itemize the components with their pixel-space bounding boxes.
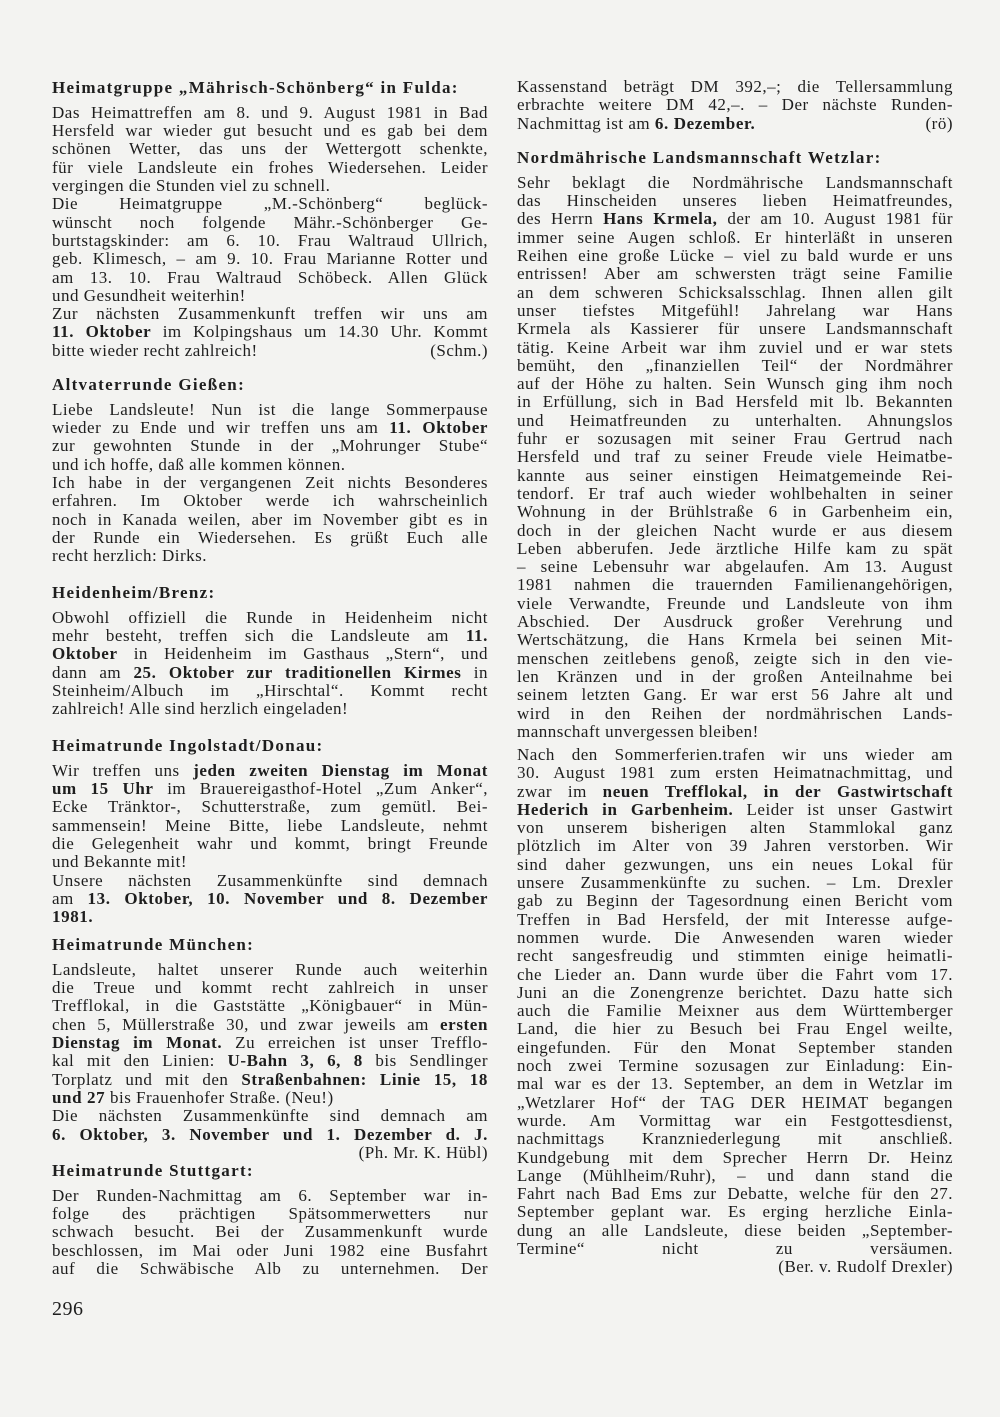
text-line: Der Runden-Nachmittag am 6. September war in- bbox=[52, 1185, 488, 1205]
text-line: Treffen in Bad Hersfeld, der mit Interesse aufge- bbox=[517, 909, 953, 929]
text-line: Land, die hier zu Besuch bei Frau Engel weilte, bbox=[517, 1019, 953, 1039]
text-line: beschlossen, im Mai oder Juni 1982 eine Busfahrt bbox=[52, 1240, 488, 1260]
bold-text: 11. Oktober bbox=[389, 418, 488, 438]
text-line bbox=[517, 1258, 953, 1276]
text-line: che Lieder an. Dann wurde über die Fahrt vom 17. bbox=[517, 964, 953, 984]
text-line: um 15 Uhr im Brauereigasthof-Hotel „Zum Anker“, bbox=[52, 779, 489, 799]
text-line: Krmela als Kassierer für unsere Landsmannschaft bbox=[517, 319, 953, 339]
paragraph bbox=[52, 104, 488, 195]
text-line: sind daher gezwungen, uns ein neues Lokal für bbox=[517, 854, 953, 874]
paragraph bbox=[517, 746, 953, 1277]
text-line: wurde. Am Vormittag war ein Festgottesdienst, bbox=[517, 1110, 953, 1130]
text-line: nachmittags Kranzniederlegung mit anschließ. bbox=[517, 1129, 953, 1149]
text-line: chen 5, Müllerstraße 30, und zwar jeweils am ersten bbox=[52, 1014, 488, 1034]
author-signature: (Ph. Mr. K. Hübl) bbox=[358, 1142, 488, 1162]
bold-text: ersten bbox=[440, 1014, 488, 1034]
text-line bbox=[52, 342, 488, 360]
text-line: Wohnung in der Brühlstraße 6 in Garbenheim ein, bbox=[517, 502, 953, 522]
text-line: auf der Höhe zu halten. Sein Wunsch ging ihm noch bbox=[517, 374, 953, 394]
text-line: Steinheim/Albuch im „Hirschtal“. Kommt recht bbox=[52, 681, 488, 701]
text-line: „Wetzlarer Hof“ der TAG DER HEIMAT begangen bbox=[517, 1092, 953, 1112]
text-line: eingefunden. Für den Monat September standen bbox=[517, 1037, 953, 1057]
text-line: Leben abberufen. Jede ärztliche Hilfe kam zu spät bbox=[517, 538, 953, 558]
article-wetzlar-report bbox=[517, 746, 953, 1277]
text-line: Das Heimattreffen am 8. und 9. August 1981 in Bad bbox=[52, 102, 488, 122]
text-line: burtstagskinder: am 6. 10. Frau Waltraud Ullrich, bbox=[52, 230, 488, 250]
text-line: Torplatz und mit den Straßenbahnen: Linie 15, 18 bbox=[52, 1069, 488, 1089]
text-line: der Runde ein Wiedersehen. Es grüßt Euch alle bbox=[52, 527, 488, 547]
article-heidenheim bbox=[52, 584, 488, 719]
bold-text: U-Bahn 3, 6, 8 bbox=[227, 1051, 363, 1071]
article-stuttgart bbox=[52, 1162, 488, 1278]
text-line: schönen Wetter, das uns der Wettergott schenkte, bbox=[52, 139, 488, 159]
text-line: unser tiefstes Mitgefühl! Jahrelang war Hans bbox=[517, 300, 953, 320]
article-muenchen bbox=[52, 936, 488, 1162]
text-line: an dem schweren Schicksalsschlag. Ihnen allen gilt bbox=[517, 282, 953, 302]
paragraph bbox=[52, 401, 488, 474]
article-heading: Heidenheim/Brenz: bbox=[52, 583, 216, 602]
article-body bbox=[52, 104, 488, 360]
text-line: unsere Zusammenkünfte zu suchen. – Lm. Drexler bbox=[517, 873, 953, 893]
text-line: Ich habe in der vergangenen Zeit nichts Besonderes bbox=[52, 473, 488, 493]
bold-text: 6. Dezember. bbox=[654, 113, 756, 133]
paragraph bbox=[517, 78, 953, 133]
text-line: plötzlich im Alter von 39 Jahren verstorben. Wir bbox=[517, 836, 953, 856]
text-line: Hersfeld war wieder gut besucht und es gab bei dem bbox=[52, 121, 488, 141]
text-line: seinem letzten Gang. Er war erst 56 Jahre alt und bbox=[517, 685, 953, 705]
text-line: 30. August 1981 zum ersten Heimatnachmittag, und bbox=[517, 763, 953, 783]
paragraph bbox=[52, 961, 488, 1107]
text-line: Abschied. Der Ausdruck großer Verehrung und bbox=[517, 612, 953, 632]
author-signature: (rö) bbox=[925, 113, 953, 133]
bold-text: Dienstag im Monat. bbox=[52, 1033, 223, 1053]
text-line: wünscht noch folgende Mähr.-Schönberger Ge- bbox=[52, 212, 488, 232]
article-body bbox=[52, 762, 488, 927]
article-heading: Heimatrunde Stuttgart: bbox=[52, 1161, 254, 1180]
text-line: 1981 nahmen die trauernden Familienangehörigen, bbox=[517, 575, 953, 595]
text-line: auch die Familie Meixner aus dem Württemberger bbox=[517, 1001, 953, 1021]
text-line: Zur nächsten Zusammenkunft treffen wir uns am bbox=[52, 304, 488, 324]
paragraph bbox=[52, 195, 488, 305]
author-signature: (Schm.) bbox=[430, 340, 488, 360]
text-line: mehr besteht, treffen sich die Landsleute am 11. bbox=[52, 626, 488, 646]
text-line: Ecke Tränktor-, Schutterstraße, zum gemütl. Bei- bbox=[52, 797, 488, 817]
bold-text: 11. bbox=[465, 626, 488, 646]
bold-text: 1981. bbox=[52, 907, 94, 927]
text-line: mal war es der 13. September, an dem in Wetzlar im bbox=[517, 1074, 953, 1094]
paragraph bbox=[52, 872, 488, 927]
article-heading: Heimatrunde Ingolstadt/Donau: bbox=[52, 736, 324, 755]
text-line: noch zwei Termine sozusagen zur Einladung: Ein- bbox=[517, 1056, 953, 1076]
text-line: vergingen die Stunden viel zu schnell. bbox=[52, 176, 331, 196]
text-line: nommen wurde. Die Anwesenden waren wieder bbox=[517, 927, 953, 947]
article-wetzlar bbox=[517, 149, 953, 741]
text-line: dann am 25. Oktober zur traditionellen Kirmes in bbox=[52, 662, 488, 682]
text-line: Fahrt nach Bad Ems zur Debatte, welche für den 27. bbox=[517, 1184, 953, 1204]
text-line: menschen zeitlebens genoß, zeigte sich in den vie- bbox=[517, 648, 953, 668]
bold-text: neuen Trefflokal, in der Gastwirtschaft bbox=[602, 781, 953, 801]
text-line: wird in den Reihen der nordmährischen Lands- bbox=[517, 703, 953, 723]
text-line: und Gesundheit weiterhin! bbox=[52, 285, 246, 305]
paragraph bbox=[52, 609, 488, 719]
text-line bbox=[517, 115, 953, 133]
text-line: die Gelegenheit wahr und kommt, bringt Freunde bbox=[52, 834, 488, 854]
text-line: zur gewohnten Stunde in der „Mohrunger Stube“ bbox=[52, 436, 488, 456]
text-line: Lange (Mühlheim/Ruhr), – und dann stand die bbox=[517, 1165, 953, 1185]
line-text: Nachmittag ist am 6. Dezember. bbox=[517, 113, 756, 133]
article-body bbox=[52, 401, 488, 566]
text-line bbox=[52, 1126, 488, 1144]
article-fulda bbox=[52, 79, 488, 360]
text-line: tendorf. Er traf auch wieder wohlbehalten in seiner bbox=[517, 483, 953, 503]
bold-text: 11. Oktober bbox=[52, 322, 152, 342]
text-line: auf die Schwäbische Alb zu unternehmen. Der bbox=[52, 1259, 488, 1279]
text-line: len Kränzen und in der großen Anteilnahme bei bbox=[517, 666, 953, 686]
text-line: Kundgebung mit dem Sprecher Herrn Dr. Heinz bbox=[517, 1147, 953, 1167]
text-line: erbrachte weitere DM 42,–. – Der nächste Runden- bbox=[517, 95, 953, 115]
text-line: kal mit den Linien: U-Bahn 3, 6, 8 bis Sendlinger bbox=[52, 1051, 488, 1071]
article-body bbox=[517, 746, 953, 1277]
text-line: das Hinscheiden unseres lieben Heimatfreundes, bbox=[517, 191, 953, 211]
line-text: bitte wieder recht zahlreich! bbox=[52, 340, 258, 360]
text-line: und ich hoffe, daß alle kommen können. bbox=[52, 454, 346, 474]
text-line: Hersfeld und traf zu seiner Freude viele Heimatbe- bbox=[517, 447, 953, 467]
text-line: des Herrn Hans Krmela, der am 10. August 1981 für bbox=[517, 209, 953, 229]
text-line: und 27 bis Frauenhofer Straße. (Neu!) bbox=[52, 1087, 334, 1107]
article-giessen bbox=[52, 376, 488, 566]
text-line: tätig. Keine Arbeit war ihm zuviel und er war stets bbox=[517, 337, 953, 357]
article-body bbox=[52, 961, 488, 1162]
text-line: Reihen eine große Lücke – viel zu bald wurde er uns bbox=[517, 246, 953, 266]
text-line: entrissen! Aber am schwersten trägt seine Familie bbox=[517, 264, 953, 284]
text-line: doch in der gleichen Nacht wurde er aus diesem bbox=[517, 520, 953, 540]
text-line: gab zu Beginn der Tagesordnung einen Bericht vom bbox=[517, 891, 953, 911]
text-line: und Heimatfreunden zu unterhalten. Ahnungslos bbox=[517, 410, 953, 430]
article-stuttgart-continued bbox=[517, 78, 953, 133]
text-line: am 13. Oktober, 10. November und 8. Dezember bbox=[52, 888, 488, 908]
article-body bbox=[52, 1187, 488, 1278]
paragraph bbox=[52, 1107, 488, 1162]
text-line bbox=[52, 908, 488, 926]
text-line: dung an alle Landsleute, diese beiden „September- bbox=[517, 1220, 953, 1240]
bold-text: 6. Oktober, 3. November und 1. Dezember d. J. bbox=[52, 1124, 488, 1144]
text-line: Hederich in Garbenheim. Leider ist unser Gastwirt bbox=[517, 799, 954, 819]
text-line: Sehr beklagt die Nordmährische Landsmannschaft bbox=[517, 172, 953, 192]
text-line: September geplant war. Es erging herzliche Einla- bbox=[517, 1202, 953, 1222]
article-ingolstadt bbox=[52, 737, 488, 927]
bold-text: 13. Oktober, 10. November und 8. Dezember bbox=[87, 888, 488, 908]
text-line: – seine Lebensuhr war abgelaufen. Am 13. August bbox=[517, 557, 953, 577]
text-line: viele Verwandte, Freunde und Landsleute von ihm bbox=[517, 593, 953, 613]
text-line: und Bekannte mit! bbox=[52, 852, 188, 872]
text-line: Unsere nächsten Zusammenkünfte sind demnach bbox=[52, 870, 488, 890]
text-line: 11. Oktober im Kolpingshaus um 14.30 Uhr. Kommt bbox=[52, 322, 489, 342]
text-line: für viele Landsleute ein frohes Wiedersehen. Leider bbox=[52, 157, 488, 177]
article-body bbox=[517, 78, 953, 133]
text-line: zahlreich! Alle sind herzlich eingeladen! bbox=[52, 699, 349, 719]
text-line: Obwohl offiziell die Runde in Heidenheim nicht bbox=[52, 607, 488, 627]
bold-text: Hederich in Garbenheim. bbox=[517, 799, 734, 819]
text-line: Landsleute, haltet unserer Runde auch weiterhin bbox=[52, 959, 488, 979]
bold-text: Hans Krmela, bbox=[603, 209, 718, 229]
text-line: Die Heimatgruppe „M.-Schönberg“ beglück- bbox=[52, 194, 488, 214]
bold-text: jeden zweiten Dienstag im Monat bbox=[193, 760, 488, 780]
text-line: folge des prächtigen Spätsommerwetters nur bbox=[52, 1204, 488, 1224]
text-line: fuhr er sozusagen mit seiner Frau Gertrud nach bbox=[517, 429, 953, 449]
text-line: von unserem bisherigen alten Stammlokal ganz bbox=[517, 818, 953, 838]
text-line: Oktober in Heidenheim im Gasthaus „Stern“, und bbox=[52, 644, 488, 664]
text-line: Die nächsten Zusammenkünfte sind demnach am bbox=[52, 1106, 488, 1126]
text-line: zwar im neuen Trefflokal, in der Gastwirtschaft bbox=[517, 781, 953, 801]
text-line: die Treue und kommt recht zahlreich in unser bbox=[52, 978, 488, 998]
text-line: Juni an die Zonengrenze berichtet. Dazu hatte sich bbox=[517, 982, 953, 1002]
bold-text: Oktober bbox=[52, 644, 118, 664]
text-line: Kassenstand beträgt DM 392,–; die Tellersammlung bbox=[517, 77, 953, 96]
text-line: am 13. 10. Frau Waltraud Schöbeck. Allen Glück bbox=[52, 267, 488, 287]
text-line: schwach besucht. Bei der Zusammenkunft wurde bbox=[52, 1222, 488, 1242]
article-heading: Heimatgruppe „Mährisch-Schönberg“ in Fulda: bbox=[52, 78, 459, 97]
text-line: immer seine Augen schloß. Er hinterläßt in unseren bbox=[517, 227, 953, 247]
article-heading: Nordmährische Landsmannschaft Wetzlar: bbox=[517, 148, 882, 167]
text-line: Dienstag im Monat. Zu erreichen ist unser Trefflo- bbox=[52, 1033, 488, 1053]
article-heading: Heimatrunde München: bbox=[52, 935, 255, 954]
text-line bbox=[52, 1144, 488, 1162]
bold-text: um 15 Uhr bbox=[52, 779, 154, 799]
text-line: Trefflokal, in die Gaststätte „Königbauer“ in Mün- bbox=[52, 996, 488, 1016]
bold-text: und 27 bbox=[52, 1087, 106, 1107]
text-line: erfahren. Im Oktober werde ich wahrscheinlich bbox=[52, 491, 488, 511]
author-signature: (Ber. v. Rudolf Drexler) bbox=[778, 1257, 953, 1277]
paragraph bbox=[52, 474, 488, 565]
text-line: Termine“ nicht zu versäumen. bbox=[517, 1239, 953, 1259]
paragraph bbox=[52, 1187, 488, 1278]
text-line: Liebe Landsleute! Nun ist die lange Sommerpause bbox=[52, 399, 488, 419]
text-line: sammensein! Meine Bitte, liebe Landsleute, nehmt bbox=[52, 815, 488, 835]
text-line: in Erfüllung, sich in Bad Hersfeld mit lb. Bekannten bbox=[517, 392, 953, 412]
text-line: mannschaft unvergessen bleiben! bbox=[517, 721, 759, 741]
text-line: recht herzlich: Dirks. bbox=[52, 546, 207, 566]
text-line: geb. Klimesch, – am 9. 10. Frau Marianne Rotter und bbox=[52, 249, 488, 269]
article-heading: Altvaterrunde Gießen: bbox=[52, 375, 246, 394]
text-line: recht sangesfreudig und stimmten einige heimatli- bbox=[517, 946, 953, 966]
text-line: Nach den Sommerferien.trafen wir uns wieder am bbox=[517, 745, 953, 764]
paragraph bbox=[517, 174, 953, 741]
article-body bbox=[52, 609, 488, 719]
text-line: kannte aus seiner einstigen Heimatgemeinde Rei- bbox=[517, 465, 953, 485]
text-line: bemüht, den „finanziellen Teil“ der Nordmährer bbox=[517, 355, 953, 375]
text-line: noch in Kanada weilen, aber im November gibt es in bbox=[52, 509, 488, 529]
bold-text: Straßenbahnen: Linie 15, 18 bbox=[241, 1069, 488, 1089]
bold-text: 25. Oktober zur traditionellen Kirmes bbox=[133, 662, 462, 682]
text-line: wieder zu Ende und wir treffen uns am 11. Oktober bbox=[52, 418, 488, 438]
text-line: Wertschätzung, die Hans Krmela bei seinen Mit- bbox=[517, 630, 953, 650]
article-body bbox=[517, 174, 953, 741]
paragraph bbox=[52, 762, 488, 872]
page-number: 296 bbox=[52, 1298, 84, 1320]
paragraph bbox=[52, 305, 488, 360]
text-line: Wir treffen uns jeden zweiten Dienstag im Monat bbox=[52, 760, 488, 780]
